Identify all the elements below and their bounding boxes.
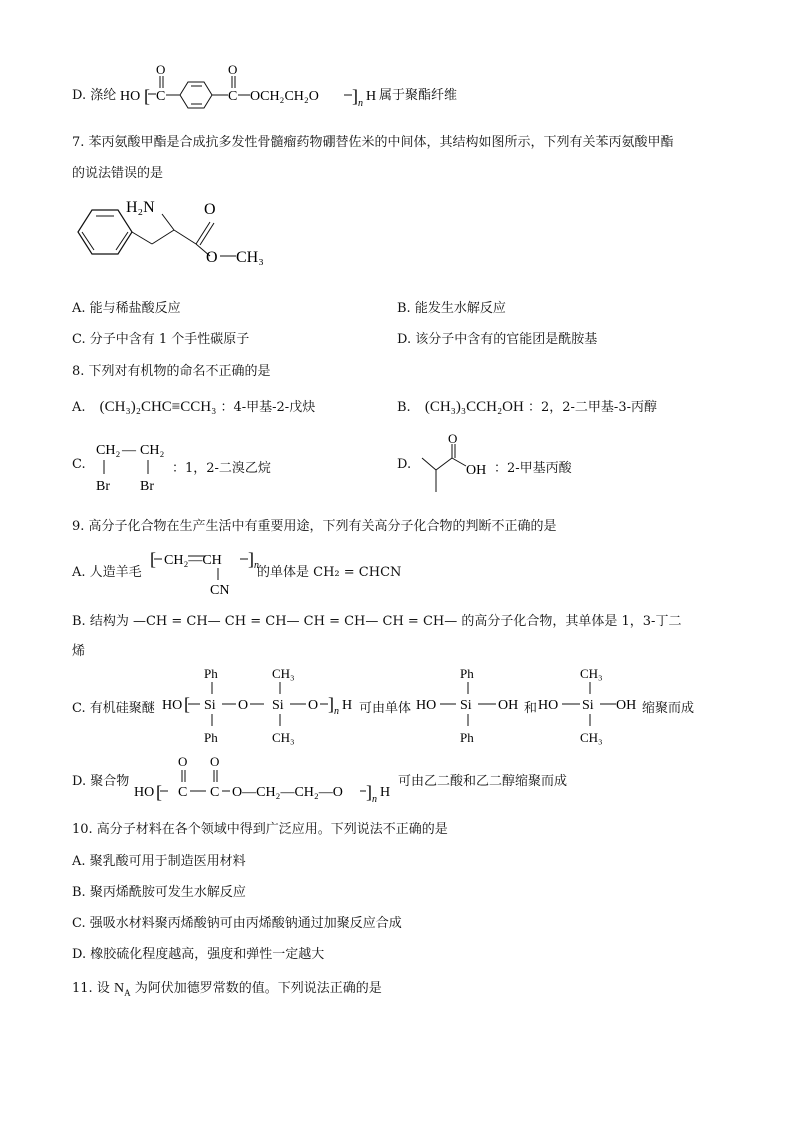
q10-option-d: D. 橡胶硫化程度越高，强度和弹性一定越大	[72, 947, 325, 962]
q7-option-c: C. 分子中含有 1 个手性碳原子	[72, 332, 250, 347]
q10-option-b: B. 聚丙烯酰胺可发生水解反应	[72, 885, 246, 900]
svg-text:Ph: Ph	[204, 666, 218, 681]
q7-option-a: A. 能与稀盐酸反应	[72, 301, 181, 316]
q10-option-a: A. 聚乳酸可用于制造医用材料	[72, 854, 246, 869]
q6-option-d	[72, 84, 116, 103]
svg-text:[: [	[184, 694, 190, 714]
svg-text:O: O	[210, 754, 220, 769]
svg-text:CN: CN	[210, 583, 230, 596]
svg-text:O: O	[308, 698, 319, 713]
svg-text:O: O	[206, 249, 218, 266]
svg-text:CH₂—CH: CH₂—CH	[164, 553, 222, 568]
svg-text:]: ]	[248, 549, 254, 569]
q9-option-a-label: A. 人造羊毛	[72, 565, 142, 580]
q11-stem-suffix: 为阿伏加德罗常数的值。下列说法正确的是	[134, 981, 382, 996]
q9-option-b-line1: B. 结构为 —CH = CH— CH = CH— CH = CH— CH = CH— 的高分子化合物，其单体是 1，3-丁二	[72, 614, 682, 629]
q8-option-d-name: ：2-甲基丙酸	[494, 461, 572, 476]
svg-text:]: ]	[328, 694, 334, 714]
q8-option-a-name: ：4-甲基-2-戊炔	[220, 400, 316, 415]
q9-option-a-polymer	[150, 544, 260, 596]
q9-option-c-monomer1	[416, 662, 540, 748]
svg-text:Ph: Ph	[460, 730, 474, 745]
q8-option-a-formula: (CH₃)₂CHC≡CCH₃	[99, 399, 217, 415]
q8-option-a	[72, 396, 315, 416]
q10-stem: 10. 高分子材料在各个领域中得到广泛应用。下列说法不正确的是	[72, 822, 448, 837]
q9-option-c-suffix: 缩聚而成	[642, 701, 695, 716]
q9-option-c-mid: 可由单体	[359, 701, 412, 716]
svg-text:Si: Si	[582, 698, 594, 713]
svg-text:CH₃: CH₃	[272, 730, 295, 745]
q8-option-b	[397, 396, 657, 416]
svg-text:n: n	[254, 560, 259, 571]
svg-text:[: [	[150, 549, 156, 569]
svg-text:O: O	[204, 201, 216, 218]
q9-option-c-label: C. 有机硅聚醚	[72, 701, 155, 716]
q11-stem	[72, 977, 382, 998]
q8-option-c-name: ：1，2-二溴乙烷	[172, 461, 271, 476]
q8-option-b-name: ：2，2-二甲基-3-丙醇	[528, 400, 657, 415]
svg-text:Br: Br	[140, 479, 154, 494]
svg-text:—: —	[122, 443, 136, 458]
q7-stem-line1: 7. 苯丙氨酸甲酯是合成抗多发性骨髓瘤药物硼替佐米的中间体，其结构如图所示，下列有关苯丙氨酸甲酯	[72, 135, 674, 150]
svg-text:H: H	[380, 785, 391, 800]
q7-structure	[70, 190, 290, 280]
svg-text:C: C	[228, 89, 238, 104]
q8-option-d-label: D.	[397, 457, 412, 472]
q8-stem: 8. 下列对有机物的命名不正确的是	[72, 364, 271, 379]
svg-text:O: O	[178, 754, 188, 769]
q7-option-d: D. 该分子中含有的官能团是酰胺基	[397, 332, 598, 347]
q8-option-b-formula: (CH₃)₃CCH₂OH	[424, 399, 524, 415]
svg-text:O: O	[228, 62, 238, 77]
svg-text:n: n	[372, 794, 377, 802]
q9-option-c-and: 和	[524, 701, 538, 716]
svg-text:OH: OH	[498, 698, 519, 713]
svg-text:OH: OH	[466, 463, 487, 478]
svg-text:OH: OH	[616, 698, 637, 713]
svg-text:CH₃: CH₃	[236, 249, 264, 266]
q9-option-d-label: D. 聚合物	[72, 774, 130, 789]
q11-na-symbol: $N_A$	[113, 981, 131, 998]
svg-text:]: ]	[366, 782, 372, 802]
svg-text:CH₂: CH₂	[96, 443, 121, 458]
q10-option-c: C. 强吸水材料聚丙烯酸钠可由丙烯酸钠通过加聚反应合成	[72, 916, 402, 931]
q9-option-a-suffix: 的单体是 CH₂ = CHCN	[257, 565, 402, 580]
q9-option-d-polymer	[134, 754, 400, 802]
svg-text:C: C	[178, 785, 188, 800]
svg-text:HO: HO	[120, 89, 141, 104]
svg-text:CH₃: CH₃	[580, 666, 603, 681]
svg-text:Si: Si	[272, 698, 284, 713]
svg-text:Br: Br	[96, 479, 110, 494]
svg-text:Ph: Ph	[204, 730, 218, 745]
svg-text:O—CH₂—CH₂—O: O—CH₂—CH₂—O	[232, 785, 343, 800]
q6-option-d-formula	[118, 60, 388, 110]
q8-option-c-label: C.	[72, 457, 86, 472]
q7-option-b: B. 能发生水解反应	[397, 301, 506, 316]
svg-text:n: n	[334, 706, 339, 717]
q8-option-c-structure	[94, 438, 174, 494]
svg-text:]: ]	[352, 86, 358, 106]
svg-text:H: H	[366, 89, 377, 104]
svg-text:[: [	[156, 782, 162, 802]
q6-option-d-suffix: 属于聚酯纤维	[379, 88, 458, 103]
q9-option-c-polymer	[162, 662, 382, 748]
q11-stem-prefix: 11. 设	[72, 981, 110, 996]
svg-text:O: O	[448, 432, 458, 446]
q9-option-c-monomer2	[538, 662, 638, 748]
q7-stem-line2: 的说法错误的是	[72, 166, 164, 181]
q8-option-a-label: A.	[72, 400, 86, 415]
q8-option-d-structure	[414, 432, 494, 498]
q9-option-d-suffix: 可由乙二酸和乙二醇缩聚而成	[398, 774, 568, 789]
svg-text:Si: Si	[460, 698, 472, 713]
q8-option-b-label: B.	[397, 400, 411, 415]
svg-text:O: O	[238, 698, 249, 713]
svg-text:CH₃: CH₃	[272, 666, 295, 681]
svg-text:C: C	[156, 89, 166, 104]
svg-text:O: O	[156, 62, 166, 77]
svg-text:C: C	[210, 785, 220, 800]
svg-text:OCH₂CH₂O: OCH₂CH₂O	[250, 89, 319, 104]
svg-text:Si: Si	[204, 698, 216, 713]
svg-text:[: [	[144, 86, 150, 106]
svg-text:HO: HO	[134, 785, 155, 800]
svg-text:HO: HO	[538, 698, 559, 713]
svg-text:HO: HO	[162, 698, 183, 713]
q9-stem: 9. 高分子化合物在生产生活中有重要用途，下列有关高分子化合物的判断不正确的是	[72, 519, 557, 534]
svg-text:H₂N: H₂N	[126, 199, 155, 216]
svg-text:CH₃: CH₃	[580, 730, 603, 745]
svg-text:CH₂: CH₂	[140, 443, 165, 458]
svg-text:n: n	[358, 98, 363, 109]
svg-text:Ph: Ph	[460, 666, 474, 681]
svg-text:H: H	[342, 698, 353, 713]
q9-option-b-line2: 烯	[72, 644, 86, 659]
q6-option-d-label: D. 涤纶	[72, 88, 117, 103]
svg-text:HO: HO	[416, 698, 437, 713]
